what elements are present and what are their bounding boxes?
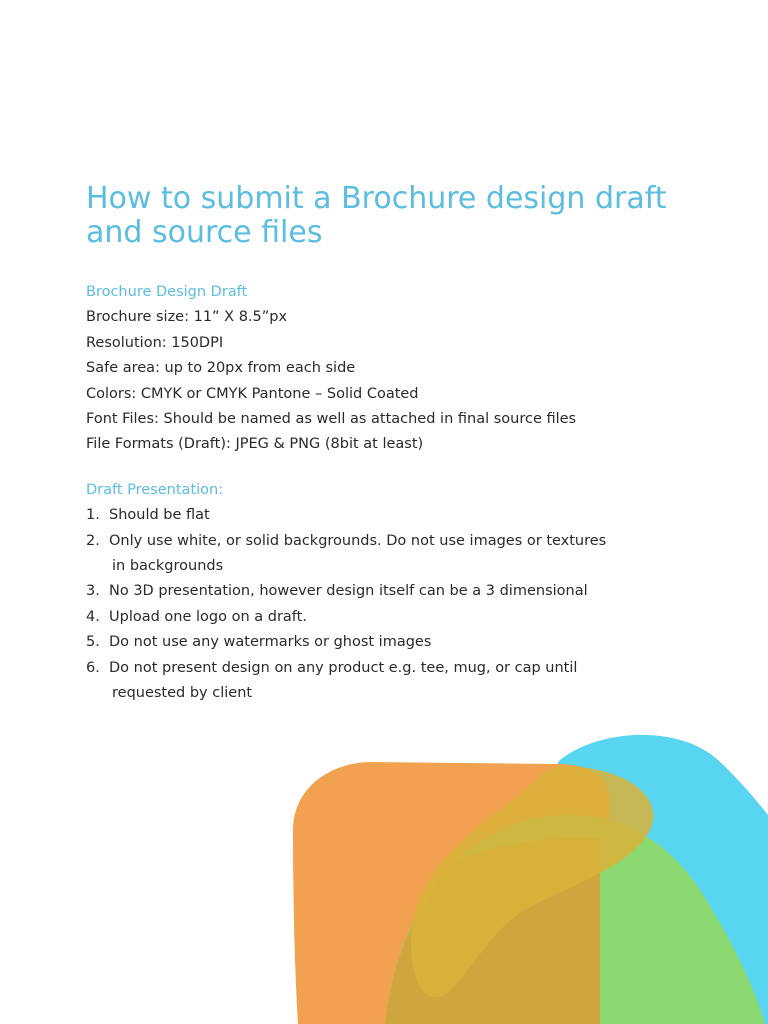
- spec-item: Resolution: 150DPI: [86, 334, 224, 351]
- step-text: No 3D presentation, however design itself can be a 3 dimensional: [109, 583, 588, 600]
- draft-heading: Brochure Design Draft: [86, 284, 248, 300]
- list-item: [86, 630, 706, 655]
- spec-item: File Formats (Draft): JPEG & PNG (8bit at least): [86, 436, 424, 453]
- step-number: 2.: [86, 532, 100, 549]
- step-text: Do not present design on any product e.g. tee, mug, or cap until: [109, 659, 578, 676]
- draft-section: [86, 280, 706, 458]
- step-number: 1.: [86, 507, 100, 524]
- list-item: [86, 605, 706, 630]
- page-title: How to submit a Brochure design draft and source files: [86, 181, 667, 250]
- orange-block-shape: [293, 762, 610, 1024]
- presentation-heading: Draft Presentation:: [86, 481, 224, 498]
- list-item: [86, 529, 706, 580]
- list-item: [86, 503, 706, 528]
- spec-item: Safe area: up to 20px from each side: [86, 360, 356, 377]
- orange-overlap-shape: [385, 838, 600, 1024]
- step-text-continued: in backgrounds: [112, 558, 224, 575]
- spec-item: Brochure size: 11” X 8.5”px: [86, 309, 288, 326]
- spec-item: Colors: CMYK or CMYK Pantone – Solid Coated: [86, 385, 419, 402]
- step-text-continued: requested by client: [112, 685, 253, 702]
- step-number: 5.: [86, 634, 100, 651]
- step-number: 6.: [86, 659, 100, 676]
- list-item: [86, 579, 706, 604]
- blue-blob-shape: [495, 735, 768, 1024]
- spec-item: Font Files: Should be named as well as attached in final source files: [86, 411, 577, 428]
- step-text: Only use white, or solid backgrounds. Do not use images or textures: [109, 532, 607, 549]
- step-number: 3.: [86, 583, 100, 600]
- step-text: Do not use any watermarks or ghost images: [109, 634, 432, 651]
- spec-list: [86, 305, 706, 457]
- presentation-section: [86, 478, 706, 707]
- step-text: Should be flat: [109, 507, 210, 524]
- step-text: Upload one logo on a draft.: [109, 608, 307, 625]
- green-blob-shape: [385, 815, 765, 1024]
- step-number: 4.: [86, 608, 100, 625]
- steps-list: [86, 503, 706, 706]
- yellow-pill-shape: [411, 766, 653, 998]
- document-body: [86, 182, 706, 707]
- list-item: [86, 656, 706, 707]
